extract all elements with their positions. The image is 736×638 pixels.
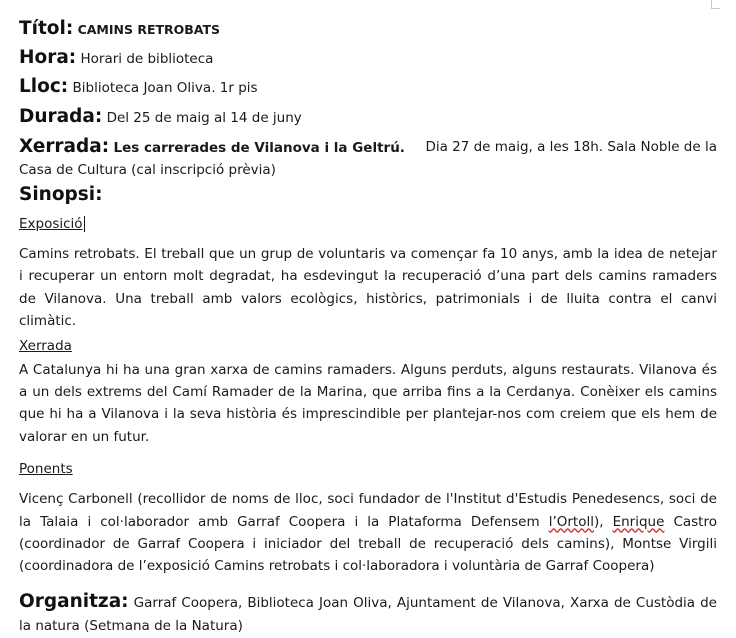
exposicio-heading: [19, 213, 717, 235]
hora-label: Hora:: [19, 47, 77, 68]
xerrada-details-2: Casa de Cultura (cal inscripció prèvia): [19, 162, 276, 178]
ponents-heading: Ponents: [19, 461, 73, 478]
durada-label: Durada:: [19, 106, 103, 127]
titol-value: CAMINS RETROBATS: [77, 22, 221, 37]
organitza-text: Garraf Coopera, Biblioteca Joan Oliva, Ajuntament de Vilanova, Xarxa de Custòdia de la natura (Setmana de la Natura): [19, 594, 717, 634]
page-corner-marker: [711, 0, 720, 9]
hora-line: [19, 47, 717, 76]
xerrada-title: Les carrerades de Vilanova i la Geltrú.: [113, 140, 405, 156]
titol-label: Títol:: [19, 18, 74, 39]
ponents-text-b: ),: [593, 513, 613, 530]
durada-value: Del 25 de maig al 14 de juny: [106, 110, 302, 126]
hora-value: Horari de biblioteca: [80, 51, 214, 67]
titol-line: [19, 18, 717, 47]
ponents-enrique-word: Enrique: [612, 513, 665, 530]
xerrada-heading: Xerrada: [19, 337, 72, 354]
ponents-text-a: Vicenç Carbonell (recollidor de noms de lloc, soci fundador de l'Institut d'Estudis Penedesencs, soci de la Talaia i col·laborador amb Garraf Coopera i la Plataforma Defensem: [19, 491, 717, 530]
lloc-value: Biblioteca Joan Oliva. 1r pis: [72, 80, 258, 96]
lloc-label: Lloc:: [19, 76, 69, 97]
xerrada-line: [19, 136, 717, 159]
sinopsi-heading: Sinopsi:: [19, 184, 103, 205]
ponents-text-c: Castro (coordinador de Garraf Coopera i iniciador del treball de recuperació dels camins), Montse Virgili (coordinadora de l’exposició Camins retrobats i col·laboradora i voluntària de Garraf Coopera): [19, 513, 717, 575]
ponents-paragraph: [19, 488, 717, 578]
xerrada-paragraph: A Catalunya hi ha una gran xarxa de camins ramaders. Alguns perduts, alguns restaurats. Vilanova és a un dels extrems del Camí Ramader de la Marina, que arriba fins a la Cerdanya. Conèixer els camins que hi ha a Vilanova i la seva història és imprescindible per plantejar-nos com creiem que els hem de valorar en un futur.: [19, 361, 717, 445]
exposicio-paragraph: Camins retrobats. El treball que un grup de voluntaris va començar fa 10 anys, amb la idea de netejar i recuperar un entorn molt degradat, ha esdevingut la recuperació d’una part dels camins ramaders de Vilanova. Una treball amb valors ecològics, històrics, patrimonials i de lluita contra el canvi climàtic.: [19, 246, 717, 330]
xerrada-label: Xerrada:: [19, 136, 110, 157]
exposicio-heading-text: Exposició: [19, 216, 83, 232]
sinopsi-heading-row: [19, 181, 717, 213]
organitza-paragraph: [19, 590, 717, 638]
ponents-misspelled-word: l’Ortoll: [548, 513, 594, 530]
durada-line: [19, 106, 717, 136]
document-page[interactable]: [19, 18, 717, 638]
organitza-label: Organitza:: [19, 590, 129, 612]
xerrada-details-1: Dia 27 de maig, a les 18h. Sala Noble de la: [425, 139, 717, 155]
lloc-line: [19, 76, 717, 106]
